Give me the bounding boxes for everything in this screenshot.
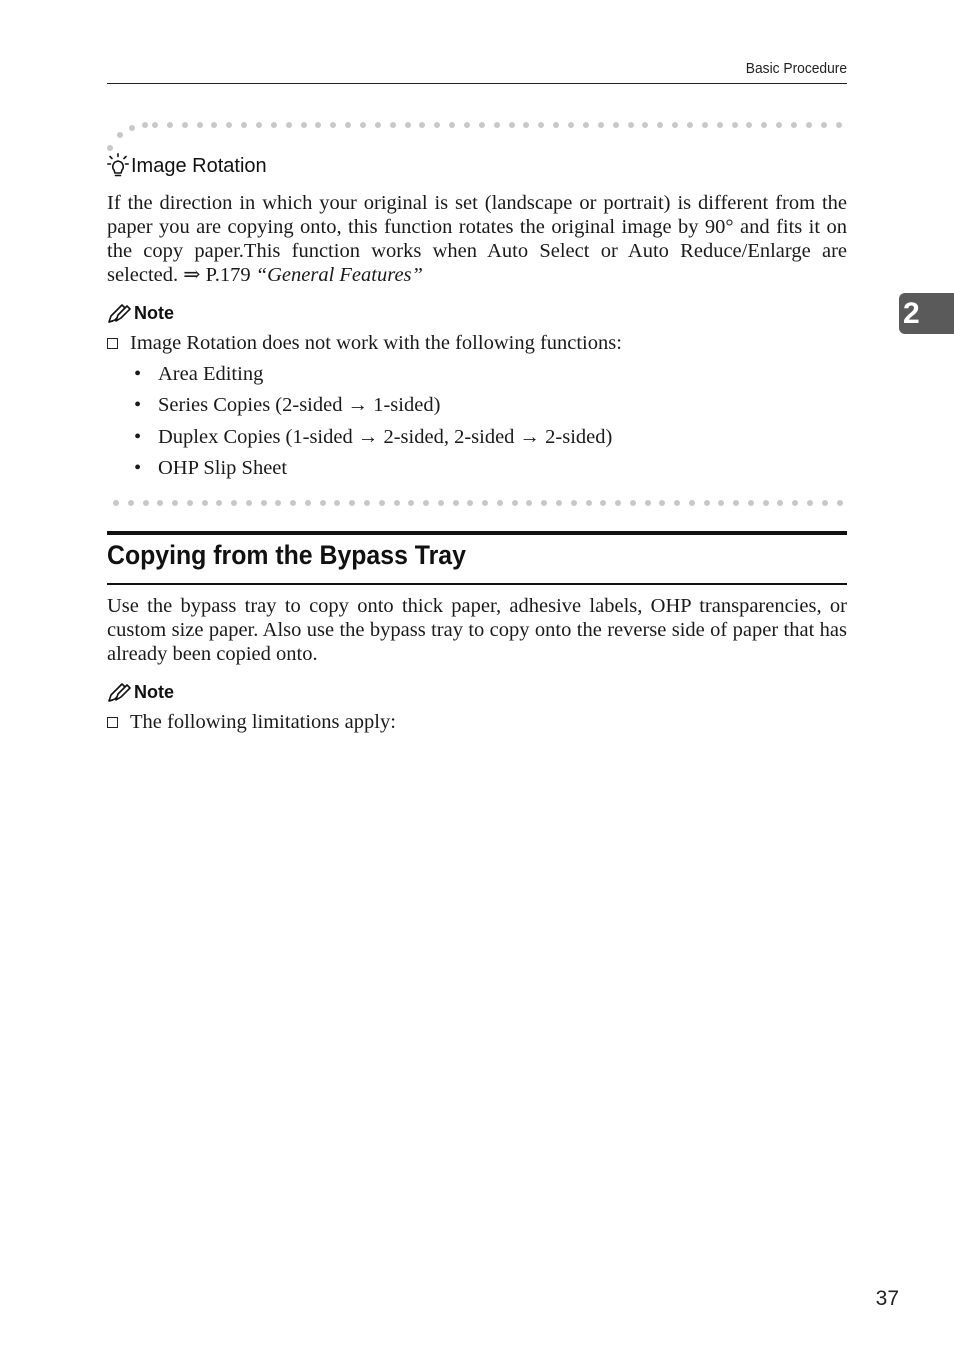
border-dot bbox=[275, 500, 281, 506]
border-dot bbox=[449, 122, 455, 128]
border-dot bbox=[630, 500, 636, 506]
border-dot bbox=[494, 122, 500, 128]
border-dot bbox=[330, 122, 336, 128]
border-dot bbox=[523, 122, 529, 128]
border-dot bbox=[776, 122, 782, 128]
border-dot bbox=[657, 122, 663, 128]
border-dot bbox=[246, 500, 252, 506]
border-dot bbox=[689, 500, 695, 506]
list-item bbox=[134, 362, 612, 393]
note-heading bbox=[107, 302, 174, 324]
border-dot bbox=[571, 500, 577, 506]
border-dot bbox=[615, 500, 621, 506]
border-dot bbox=[334, 500, 340, 506]
border-dot bbox=[761, 122, 767, 128]
running-header: Basic Procedure bbox=[745, 60, 847, 77]
border-dot bbox=[167, 122, 173, 128]
border-dot bbox=[390, 122, 396, 128]
border-dot bbox=[438, 500, 444, 506]
border-dot bbox=[187, 500, 193, 506]
border-dot bbox=[231, 500, 237, 506]
border-dot bbox=[479, 122, 485, 128]
border-dot bbox=[836, 122, 842, 128]
border-dot bbox=[672, 122, 678, 128]
border-dot bbox=[226, 122, 232, 128]
checkbox-icon bbox=[107, 717, 118, 728]
border-dot bbox=[128, 500, 134, 506]
border-dot bbox=[202, 500, 208, 506]
border-dot bbox=[509, 122, 515, 128]
border-dot bbox=[379, 500, 385, 506]
function-list bbox=[134, 362, 612, 487]
border-dot bbox=[763, 500, 769, 506]
border-dot bbox=[628, 122, 634, 128]
border-dot bbox=[791, 122, 797, 128]
border-dot bbox=[807, 500, 813, 506]
bullet-icon: • bbox=[134, 363, 142, 385]
hint-paragraph-text: If the direction in which your original is set (landscape or portrait) is different from the paper you are copying onto, this function rotates the original image by 90° and fits it on the copy paper.This function works when Auto Select or Auto Reduce/Enlarge are selected. ⇒ P.179 bbox=[107, 192, 847, 286]
border-dot bbox=[375, 122, 381, 128]
border-dot bbox=[464, 122, 470, 128]
border-dot bbox=[286, 122, 292, 128]
hint-paragraph bbox=[107, 191, 847, 287]
border-dot bbox=[301, 122, 307, 128]
note-heading bbox=[107, 681, 174, 703]
border-dot bbox=[748, 500, 754, 506]
hint-heading bbox=[107, 153, 267, 179]
header-rule bbox=[107, 83, 847, 84]
note-heading-text: Note bbox=[134, 681, 174, 702]
list-item-text: Series Copies (2-sided → 1-sided) bbox=[158, 394, 441, 417]
border-dot bbox=[792, 500, 798, 506]
border-dot bbox=[320, 500, 326, 506]
border-dot bbox=[702, 122, 708, 128]
border-dot bbox=[143, 500, 149, 506]
border-dot bbox=[261, 500, 267, 506]
border-dot bbox=[687, 122, 693, 128]
border-dot bbox=[541, 500, 547, 506]
bullet-icon: • bbox=[134, 456, 142, 479]
border-dot bbox=[364, 500, 370, 506]
border-dot bbox=[453, 500, 459, 506]
pencil-icon bbox=[107, 302, 131, 324]
border-dot bbox=[497, 500, 503, 506]
border-dot bbox=[405, 122, 411, 128]
border-dot bbox=[704, 500, 710, 506]
list-item bbox=[134, 425, 612, 456]
border-dot bbox=[182, 122, 188, 128]
lightbulb-icon bbox=[107, 153, 129, 179]
border-dot bbox=[538, 122, 544, 128]
note-item-text: Image Rotation does not work with the following functions: bbox=[130, 332, 622, 354]
border-dot bbox=[256, 122, 262, 128]
border-dot bbox=[746, 122, 752, 128]
border-dot bbox=[822, 500, 828, 506]
border-dot bbox=[216, 500, 222, 506]
hint-heading-text: Image Rotation bbox=[131, 154, 267, 177]
bullet-icon: • bbox=[134, 425, 142, 448]
list-item bbox=[134, 456, 612, 487]
border-dot bbox=[583, 122, 589, 128]
border-dot bbox=[837, 500, 843, 506]
border-dot bbox=[152, 122, 158, 128]
border-dot bbox=[197, 122, 203, 128]
list-item bbox=[134, 393, 612, 424]
border-dot bbox=[613, 122, 619, 128]
border-dot bbox=[806, 122, 812, 128]
border-dot bbox=[732, 122, 738, 128]
border-dot bbox=[717, 122, 723, 128]
border-dot bbox=[113, 500, 119, 506]
border-dot bbox=[394, 500, 400, 506]
note-item bbox=[107, 710, 396, 734]
checkbox-icon bbox=[107, 338, 118, 349]
border-dot bbox=[271, 122, 277, 128]
hint-box-bottom-border bbox=[113, 499, 843, 507]
border-dot bbox=[512, 500, 518, 506]
border-dot bbox=[423, 500, 429, 506]
border-dot bbox=[718, 500, 724, 506]
border-dot bbox=[434, 122, 440, 128]
border-dot bbox=[659, 500, 665, 506]
border-dot bbox=[674, 500, 680, 506]
list-item-text: OHP Slip Sheet bbox=[158, 456, 288, 479]
border-dot bbox=[419, 122, 425, 128]
note-item-text: The following limitations apply: bbox=[130, 711, 396, 733]
border-dot bbox=[241, 122, 247, 128]
border-dot bbox=[157, 500, 163, 506]
border-dot bbox=[586, 500, 592, 506]
section-bottom-rule bbox=[107, 583, 847, 585]
section-paragraph: Use the bypass tray to copy onto thick paper, adhesive labels, OHP transparencies, or custom size paper. Also use the bypass tray to copy onto the reverse side of paper that has already been copied onto. bbox=[107, 595, 847, 665]
list-item-text: Duplex Copies (1-sided → 2-sided, 2-sided → 2-sided) bbox=[158, 425, 613, 448]
border-dot bbox=[526, 500, 532, 506]
border-dot bbox=[360, 122, 366, 128]
border-dot bbox=[733, 500, 739, 506]
note-heading-text: Note bbox=[134, 302, 174, 323]
border-dot bbox=[211, 122, 217, 128]
border-dot bbox=[600, 500, 606, 506]
border-dot bbox=[408, 500, 414, 506]
border-dot bbox=[598, 122, 604, 128]
border-dot bbox=[290, 500, 296, 506]
border-dot bbox=[553, 122, 559, 128]
pencil-icon bbox=[107, 681, 131, 703]
border-dot bbox=[821, 122, 827, 128]
list-item-text: Area Editing bbox=[158, 363, 264, 385]
border-dot bbox=[777, 500, 783, 506]
note-item bbox=[107, 331, 622, 355]
border-dot bbox=[556, 500, 562, 506]
border-dot bbox=[568, 122, 574, 128]
section-top-rule bbox=[107, 531, 847, 535]
border-dot bbox=[482, 500, 488, 506]
border-dot bbox=[467, 500, 473, 506]
border-dot bbox=[349, 500, 355, 506]
general-features-reference-link[interactable]: “General Features” bbox=[255, 264, 423, 286]
page-number: 37 bbox=[875, 1287, 899, 1310]
chapter-tab[interactable]: 2 bbox=[899, 293, 954, 334]
border-dot bbox=[305, 500, 311, 506]
hint-box-top-border bbox=[152, 121, 842, 129]
border-dot bbox=[315, 122, 321, 128]
border-dot bbox=[642, 122, 648, 128]
border-dot bbox=[172, 500, 178, 506]
section-title: Copying from the Bypass Tray bbox=[107, 540, 466, 570]
border-dot bbox=[645, 500, 651, 506]
bullet-icon: • bbox=[134, 394, 142, 417]
border-dot bbox=[345, 122, 351, 128]
